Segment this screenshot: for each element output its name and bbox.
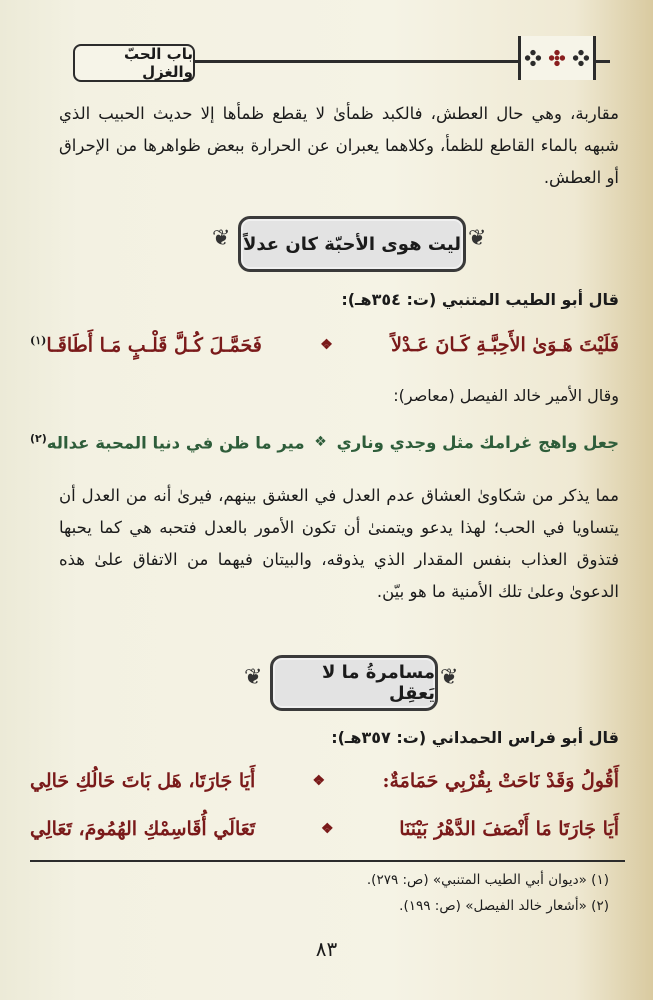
footnote-1: (١) «ديوان أبي الطيب المتنبي» (ص: ٢٧٩). bbox=[366, 872, 609, 888]
verse3-first-hemistich: أَقُولُ وَقَدْ نَاحَتْ بِقُرْبِي حَمَامَةٌ: bbox=[382, 770, 619, 792]
page-number: ٨٣ bbox=[315, 937, 338, 961]
verse3-separator-icon: ❖ bbox=[312, 773, 326, 789]
verse4-first-hemistich: أَيَا جَارَتَا مَا أَنْصَفَ الدَّهْرُ بَيْنَنَا bbox=[399, 818, 619, 840]
footnote-marker-2: (٢) bbox=[30, 432, 47, 445]
verse4-separator-icon: ❖ bbox=[320, 821, 334, 837]
verse-mutanabbi bbox=[30, 334, 619, 356]
verse2-second-hemistich bbox=[30, 432, 305, 453]
flower-icon bbox=[572, 49, 590, 67]
verse3-second-hemistich: أَيَا جَارَتَا، هَل بَاتَ حَالُكِ حَالِي bbox=[30, 770, 256, 792]
footnote-rule bbox=[30, 860, 625, 862]
verse2-first-hemistich: جعل واهج غرامك مثل وجدي وناري bbox=[336, 432, 619, 452]
verse2-separator-icon: ❖ bbox=[314, 434, 327, 451]
commentary-paragraph: مما يذكر من شكاوىٰ العشاق عدم العدل في العشق بينهم، فيرىٰ أنه من العدل أن يتساويا في الحب؛ لهذا يدعو ويتمنىٰ أن تكون الأمور بالعدل فتحبه هي كما يحبها فتذوق العذاب بنفس المقدار الذي يذوقه، والبيتان فيهما من الاتفاق علىٰ هذه الدعوىٰ وعلىٰ تلك الأمنية ما هو بيّن. bbox=[59, 486, 619, 601]
poet-intro-2: وقال الأمير خالد الفيصل (معاصر): bbox=[393, 386, 619, 405]
verse-separator-icon: ❖ bbox=[320, 337, 333, 354]
star-icon bbox=[548, 49, 566, 67]
intro-paragraph: مقاربة، وهي حال العطش، فالكبد ظمأىٰ لا يقطع ظمأها إلا حديث الحبيب الذي شبهه بالماء القاطع للظمأ، وكلاهما يعبران عن الحرارة ببعض ظواهرها من الإحراق أو العطش. bbox=[59, 104, 619, 187]
title-left-ornament-icon: ❦ bbox=[468, 226, 487, 251]
title-right-ornament-icon: ❦ bbox=[212, 226, 231, 251]
verse-second-hemistich bbox=[30, 334, 262, 356]
footnote-2: (٢) «أشعار خالد الفيصل» (ص: ١٩٩). bbox=[399, 898, 609, 914]
header-ornament bbox=[518, 36, 596, 80]
verse-abu-firas-1 bbox=[30, 770, 619, 792]
section-title-2: مسامرةُ ما لا يَعقِل bbox=[270, 655, 438, 711]
verse-second-text: فَحَمَّـلَ كُـلَّ قَلْـبٍ مَـا أَطَاقَـا bbox=[46, 334, 262, 357]
section-title-1: ليت هوى الأحبّة كان عدلاً bbox=[238, 216, 466, 272]
verse-first-hemistich: فَلَيْتَ هَـوَىٰ الأَحِبَّـةِ كَـانَ عَـدْلاً bbox=[391, 334, 619, 357]
poet-intro-1: قال أبو الطيب المتنبي (ت: ٣٥٤هـ): bbox=[341, 290, 619, 309]
title2-left-ornament-icon: ❦ bbox=[440, 665, 459, 690]
chapter-title: باب الحبّ والغزل bbox=[73, 44, 195, 82]
verse-abu-firas-2 bbox=[30, 818, 619, 840]
verse4-second-hemistich: تَعَالَي أُقَاسِمْكِ الهُمُومَ، تَعَالِي bbox=[30, 818, 256, 840]
poet-intro-3: قال أبو فراس الحمداني (ت: ٣٥٧هـ): bbox=[331, 728, 619, 747]
flower-icon bbox=[524, 49, 542, 67]
verse2-second-text: مير ما ظن في دنيا المحبة عداله bbox=[46, 433, 305, 453]
footnote-marker-1: (١) bbox=[30, 334, 47, 347]
verse-khalid bbox=[30, 432, 619, 453]
header-rule bbox=[192, 60, 522, 63]
title2-right-ornament-icon: ❦ bbox=[244, 665, 263, 690]
